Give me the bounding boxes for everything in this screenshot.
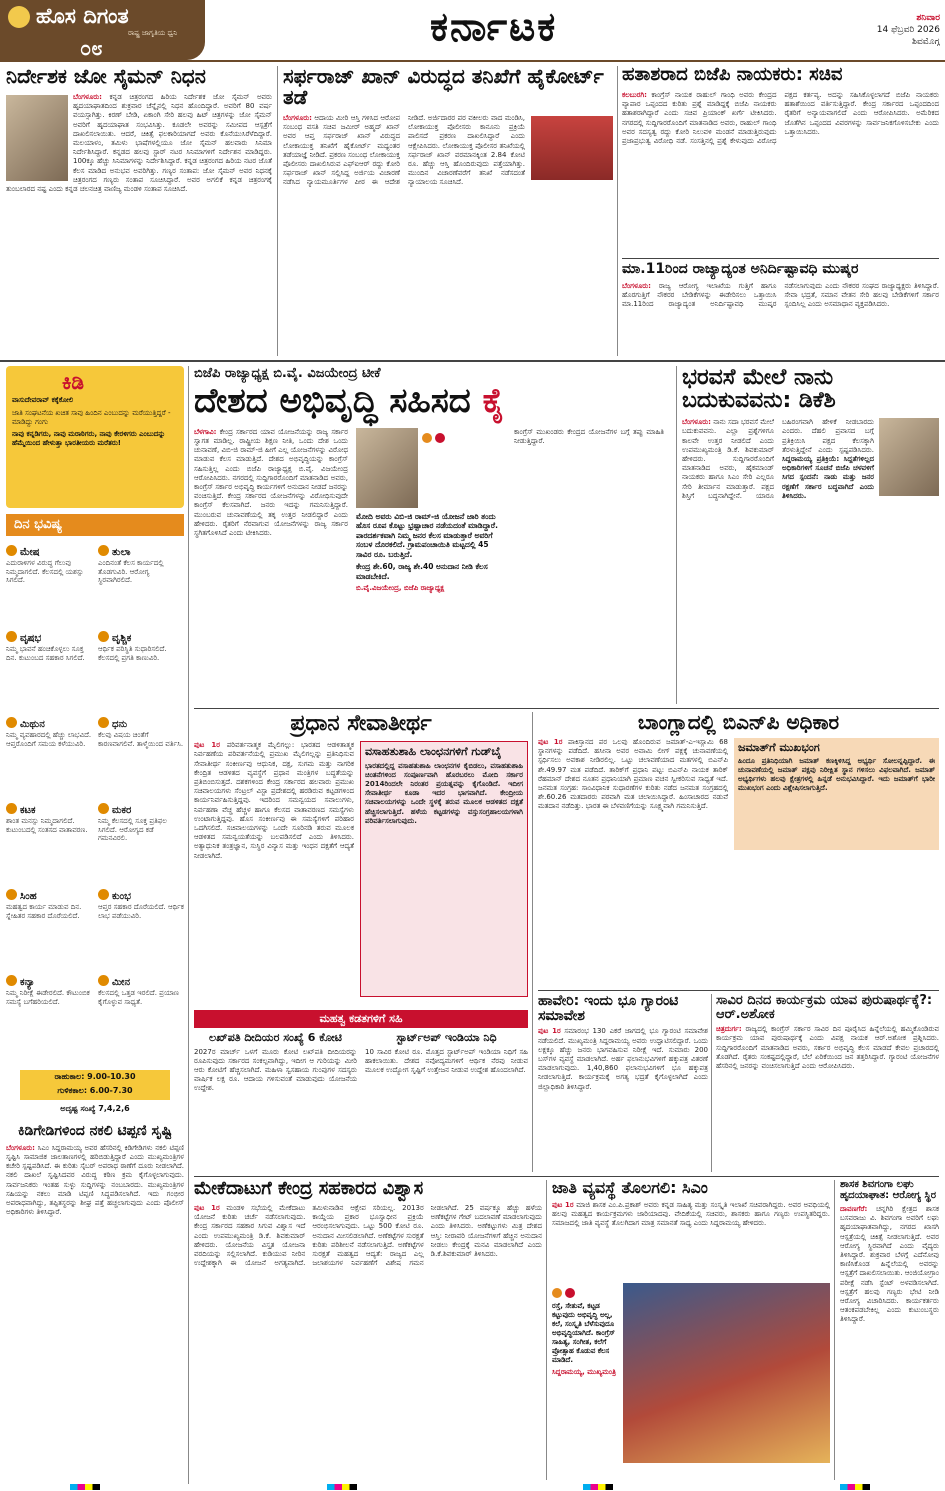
- rahukala-box: [20, 1070, 170, 1100]
- aquarius-icon: [98, 889, 109, 900]
- vasahatu-body: ಭಾರತದಲ್ಲಿದ್ದ ವಸಾಹತುಶಾಹಿ ಲಾಂಛನಗಳ ಕೈಬಿಡಲು, ವಸಾಹತುಶಾಹಿ ಚಿಂತನೆಗಳಿಂದ ಸಂಪೂರ್ಣವಾಗಿ ಹೊರಬರಲು ಮೋದಿ ಸರ್ಕಾರ 2014ರಿಂದಲೇ ನಿರಂತರ ಪ್ರಯತ್ನವನ್ನು ಕೈಗೊಂಡಿದೆ. ಇದೀಗ ಸೇವಾತೀರ್ಥ ಕೂಡಾ ಇದರ ಭಾಗವಾಗಿದೆ. ಕೇಂದ್ರೀಯ ಸಚಿವಾಲಯಗಳನ್ನು ಒಂದೇ ಸ್ಥಳಕ್ಕೆ ತರುವ ಮೂಲಕ ಆಡಳಿತದ ದಕ್ಷತೆ ಹೆಚ್ಚಿಸಲಾಗುತ್ತಿದೆ. ಹಳೆಯ ಕಟ್ಟಡಗಳನ್ನು ವಸ್ತುಸಂಗ್ರಹಾಲಯಗಳಾಗಿ ಪರಿವರ್ತಿಸಲಾಗುವುದು.: [365, 761, 523, 825]
- high-court-photo: [531, 116, 613, 180]
- rashi-makara: ಮಕರ ನಿಮ್ಮ ಕೆಲಸದಲ್ಲಿ ಸೂಕ್ತ ಪ್ರತಿಫಲ ಸಿಗಲಿದೆ. ಆರೋಗ್ಯದ ಕಡೆ ಗಮನವಿರಲಿ.: [98, 805, 167, 843]
- aries-icon: [6, 545, 17, 556]
- kidi-author: ವಾಸುದೇವರಾವ್ ಕಕ್ಕೆಕೋಲಿ: [12, 396, 74, 404]
- headline: ಹಾವೇರಿ: ಇಂದು ಭೂ ಗ್ಯಾರಂಟಿ ಸಮಾವೇಶ: [538, 994, 679, 1024]
- body-text: ಚನ್ನಗಿರಿ ಕ್ಷೇತ್ರದ ಶಾಸಕ ಬಸವರಾಜು ವಿ. ಶಿವಗಂಗಾ ಅವರಿಗೆ ಲಘು ಹೃದಯಾಘಾತವಾಗಿದ್ದು, ನಗರದ ಖಾಸಗಿ ಆಸ್ಪತ್ರೆಯಲ್ಲಿ ಚಿಕಿತ್ಸೆ ನೀಡಲಾಗುತ್ತಿದೆ. ಅವರ ಆರೋಗ್ಯ ಸ್ಥಿರವಾಗಿದೆ ಎಂದು ವೈದ್ಯರು ತಿಳಿಸಿದ್ದಾರೆ. ಶುಕ್ರವಾರ ಬೆಳಗ್ಗೆ ಎದೆನೋವು ಕಾಣಿಸಿಕೊಂಡ ಹಿನ್ನೆಲೆಯಲ್ಲಿ ಅವರನ್ನು ಆಸ್ಪತ್ರೆಗೆ ದಾಖಲಿಸಲಾಯಿತು. ಆಂಜಿಯೋಗ್ರಾಂ ಪರೀಕ್ಷೆ ನಡೆಸಿ ಸ್ಟೆಂಟ್ ಅಳವಡಿಸಲಾಗಿದೆ. ಆಸ್ಪತ್ರೆಗೆ ಹಲವು ಗಣ್ಯರು ಭೇಟಿ ನೀಡಿ ಆರೋಗ್ಯ ವಿಚಾರಿಸಿದರು. ಕಾರ್ಯಕರ್ತರು ಆತಂಕಪಡಬೇಕಿಲ್ಲ ಎಂದು ಕುಟುಂಬಸ್ಥರು ತಿಳಿಸಿದ್ದಾರೆ.: [840, 1205, 939, 1324]
- dateline: ಪುಟ 1ರ: [538, 1027, 561, 1036]
- vijayendra-photo: [356, 428, 418, 508]
- gemini-icon: [6, 717, 17, 728]
- masthead-date: 14 ಫೆಬ್ರವರಿ 2026: [876, 25, 940, 35]
- story-hathras: [622, 66, 939, 256]
- dateline: ಪುಟ 1ರ: [538, 738, 563, 746]
- lucky-number: ಅದೃಷ್ಟ ಸಂಖ್ಯೆ 7,4,2,6: [60, 1104, 130, 1113]
- body-text: ಕಾಂಗ್ರೆಸ್ ನಾಯಕ ರಾಹುಲ್ ಗಾಂಧಿ ಅವರು ಕೇಂದ್ರದ ವ್ಯಾಪಾರ ಒಪ್ಪಂದದ ಕುರಿತು ಪ್ರಶ್ನೆ ಮಾಡಿದ್ದಕ್ಕೆ ಬಿಜೆಪಿ ನಾಯಕರು ಹತಾಶರಾಗಿದ್ದಾರೆ ಎಂದು ಸಚಿವ ಪ್ರಿಯಾಂಕ್ ಖರ್ಗೆ ಟೀಕಿಸಿದರು. ನಗರದಲ್ಲಿ ಸುದ್ದಿಗಾರರೊಂದಿಗೆ ಮಾತನಾಡಿದ ಅವರು, ರಾಹುಲ್ ಗಾಂಧಿ ಅವರ ಸದಸ್ಯತ್ವ ರದ್ದು ಕೋರಿ ನಿಲುವಳಿ ಮಂಡನೆ ಮಾಡುತ್ತಿರುವುದು ಪ್ರಜಾಪ್ರಭುತ್ವ ವಿರೋಧಿ ನಡೆ. ಸಂಸತ್ತಿನಲ್ಲಿ ಪ್ರಶ್ನೆ ಕೇಳುವುದು ವಿರೋಧ ಪಕ್ಷದ ಕರ್ತವ್ಯ. ಅದನ್ನು ಸಹಿಸಿಕೊಳ್ಳಲಾಗದೆ ಬಿಜೆಪಿ ನಾಯಕರು ಹತಾಶೆಯಿಂದ ವರ್ತಿಸುತ್ತಿದ್ದಾರೆ. ಕೇಂದ್ರ ಸರ್ಕಾರದ ಒಪ್ಪಂದದಿಂದ ರೈತರಿಗೆ ಅನ್ಯಾಯವಾಗಲಿದೆ ಎಂದು ಆರೋಪಿಸಿದರು. ಅಮೆರಿಕದ ಜೊತೆಗಿನ ಒಪ್ಪಂದದ ವಿವರಗಳನ್ನು ಸಾರ್ವಜನಿಕಗೊಳಿಸಬೇಕು ಎಂದು ಒತ್ತಾಯಿಸಿದರು.: [622, 90, 939, 145]
- logo-text: ಹೊಸ ದಿಗಂತ: [36, 4, 129, 28]
- headline: ಸರ್ಫರಾಜ್ ಖಾನ್ ವಿರುದ್ಧದ ತನಿಖೆಗೆ ಹೈಕೋರ್ಟ್ ತಡೆ: [283, 66, 604, 109]
- story-shivaganga: [840, 1180, 939, 1480]
- body-text: ಪಾಕಿಸ್ತಾನದ ಪರ ಒಲವು ಹೊಂದಿರುವ ಜಮಾತ್-ಎ-ಇಸ್ಲಾಮಿ 68 ಸ್ಥಾನಗಳನ್ನು ಪಡೆದಿದೆ. ಹಸೀನಾ ಅವರ ಅವಾಮಿ ಲೀಗ್ ಪಕ್ಷಕ್ಕೆ ಚುನಾವಣೆಯಲ್ಲಿ ಸ್ಪರ್ಧಿಸಲು ಅವಕಾಶ ನೀಡಿರಲಿಲ್ಲ. ಒಟ್ಟು ಚಲಾವಣೆಯಾದ ಮತಗಳಲ್ಲಿ ಬಿಎನ್‌ಪಿ ಶೇ.49.97 ಮತ ಪಡೆದಿದೆ. ತಾರಿಕ್‌ಗೆ ಪ್ರಧಾನಿ ಪಟ್ಟ: ಬಿಎನ್‌ಪಿ ನಾಯಕ ತಾರಿಕ್ ರೆಹಮಾನ್ ದೇಶದ ನೂತನ ಪ್ರಧಾನಿಯಾಗಿ ಪ್ರಮಾಣ ವಚನ ಸ್ವೀಕರಿಸುವ ಸಾಧ್ಯತೆ ಇದೆ. ಜನಮತ ಸಂಗ್ರಹ: ಸಾಂವಿಧಾನಿಕ ಸುಧಾರಣೆಗಳ ಕುರಿತು ನಡೆದ ಜನಮತ ಸಂಗ್ರಹದಲ್ಲಿ ಶೇ.60.26 ಮತದಾರರು ಪರವಾಗಿ ಮತ ಚಲಾಯಿಸಿದ್ದಾರೆ. ಹಿಂಸಾಚಾರದ ನಡುವೆ ಮತದಾನ ನಡೆದಿತ್ತು. ಭಾರತ ಈ ಬೆಳವಣಿಗೆಯನ್ನು ಸೂಕ್ಷ್ಮವಾಗಿ ಗಮನಿಸುತ್ತಿದೆ.: [538, 738, 728, 811]
- body-text: ಆದಾಯ ಮೀರಿ ಆಸ್ತಿ ಗಳಿಸಿದ ಆರೋಪ ಸಂಬಂಧ ವಸತಿ ಸಚಿವ ಜಮೀರ್ ಅಹ್ಮದ್ ಖಾನ್ ಅವರ ಆಪ್ತ ಸರ್ಫರಾಜ್ ಖಾನ್ ವಿರುದ್ಧದ ಲೋಕಾಯುಕ್ತ ತನಿಖೆಗೆ ಹೈಕೋರ್ಟ್ ಮಧ್ಯಂತರ ತಡೆಯಾಜ್ಞೆ ನೀಡಿದೆ. ಪ್ರಕರಣ ಸಂಬಂಧ ಲೋಕಾಯುಕ್ತ ಪೊಲೀಸರು ದಾಖಲಿಸಿರುವ ಎಫ್‌ಐಆರ್ ರದ್ದು ಕೋರಿ ಸರ್ಫರಾಜ್ ಖಾನ್ ಸಲ್ಲಿಸಿದ್ದ ಅರ್ಜಿಯ ವಿಚಾರಣೆ ನಡೆಸಿದ ನ್ಯಾಯಮೂರ್ತಿಗಳ ಪೀಠ ಈ ಆದೇಶ ನೀಡಿದೆ. ಅರ್ಜಿದಾರರ ಪರ ವಕೀಲರು ವಾದ ಮಂಡಿಸಿ, ಲೋಕಾಯುಕ್ತ ಪೊಲೀಸರು ಕಾನೂನು ಪ್ರಕ್ರಿಯೆ ಪಾಲಿಸದೆ ಪ್ರಕರಣ ದಾಖಲಿಸಿದ್ದಾರೆ ಎಂದು ಆಕ್ಷೇಪಿಸಿದರು. ಲೋಕಾಯುಕ್ತ ಪೊಲೀಸರ ತನಿಖೆಯಲ್ಲಿ ಸರ್ಫರಾಜ್ ಖಾನ್ ವರಮಾನಕ್ಕಿಂತ 2.84 ಕೋಟಿ ರೂ. ಹೆಚ್ಚು ಆಸ್ತಿ ಹೊಂದಿರುವುದು ಪತ್ತೆಯಾಗಿತ್ತು. ಮುಂದಿನ ವಿಚಾರಣೆವರೆಗೆ ತನಿಖೆ ನಡೆಸದಂತೆ ನ್ಯಾಯಾಲಯ ಸೂಚಿಸಿದೆ.: [283, 114, 525, 187]
- body-text: ಮಂಡಳಿ ಸಭೆಯಲ್ಲಿ ಮೇಕೆದಾಟು ಯೋಜನೆ ಕುರಿತು ಚರ್ಚೆ ನಡೆಸಲಾಗುವುದು. ಕೇಂದ್ರ ಸರ್ಕಾರದ ಸಹಕಾರ ಸಿಗುವ ವಿಶ್ವಾಸ ಇದೆ ಎಂದು ಉಪಮುಖ್ಯಮಂತ್ರಿ ಡಿ.ಕೆ. ಶಿವಕುಮಾರ್ ಹೇಳಿದರು. ಯೋಜನೆಯ ವಿಸ್ತೃತ ಯೋಜನಾ ವರದಿಯನ್ನು ಸಲ್ಲಿಸಲಾಗಿದೆ. ಕುಡಿಯುವ ನೀರಿನ ಉದ್ದೇಶಕ್ಕಾಗಿ ಈ ಯೋಜನೆ ಅಗತ್ಯವಾಗಿದೆ. ತಮಿಳುನಾಡಿನ ಆಕ್ಷೇಪ ಸರಿಯಲ್ಲ. 2013ರ ಕಾಯ್ದೆಯ ಪ್ರಕಾರ ಭೂಸ್ವಾಧೀನ ಪ್ರಕ್ರಿಯೆ ಆರಂಭಿಸಲಾಗುವುದು. ಒಟ್ಟು 500 ಕೋಟಿ ರೂ. ಅನುದಾನ ಮೀಸಲಿಡಲಾಗಿದೆ. ಅಣೆಕಟ್ಟೆಗಳ ಸುರಕ್ಷತೆ ಕುರಿತು ಪರಿಶೀಲನೆ ನಡೆಸಲಾಗುತ್ತಿದೆ. ಅಣೆಕಟ್ಟೆಗಳ ಸುರಕ್ಷತೆ ಮಹತ್ವದ ಆದ್ಯತೆ: ರಾಜ್ಯದ ಎಲ್ಲ ಜಲಾಶಯಗಳ ನಿರ್ವಹಣೆಗೆ ವಿಶೇಷ ಗಮನ ನೀಡಲಾಗಿದೆ. 25 ವರ್ಷಕ್ಕೂ ಹೆಚ್ಚು ಹಳೆಯ ಅಣೆಕಟ್ಟೆಗಳ ಗೇಟ್ ಬದಲಾವಣೆ ಮಾಡಲಾಗುವುದು ಎಂದು ತಿಳಿಸಿದರು. ಅಣೆಕಟ್ಟುಗಳು ಮಿತ್ರ ದೇಶದ ಆಸ್ತಿ: ನೀರಾವರಿ ಯೋಜನೆಗಳಿಗೆ ಹೆಚ್ಚಿನ ಅನುದಾನ ನೀಡಲು ಕೇಂದ್ರಕ್ಕೆ ಮನವಿ ಮಾಡಲಾಗಿದೆ ಎಂದು ಡಿ.ಕೆ.ಶಿವಕುಮಾರ್ ತಿಳಿಸಿದರು.: [194, 1203, 542, 1268]
- dateline: ಬೆಂಗಳೂರು:: [283, 114, 312, 122]
- dateline: ಕಲಬುರಗಿ:: [622, 90, 647, 99]
- headline: ನಿರ್ದೇಶಕ ಜೋ ಸೈಮನ್ ನಿಧನ: [6, 66, 206, 88]
- masthead-edition: ಶಿವಮೊಗ್ಗ: [912, 37, 940, 47]
- story-sarfaraz: [283, 66, 613, 356]
- mahatva-item-2-body: 10 ಸಾವಿರ ಕೋಟಿ ರೂ. ಮೊತ್ತದ ಸ್ಟಾರ್ಟ್‌ಅಪ್ ಇಂಡಿಯಾ ನಿಧಿಗೆ ಸಹಿ ಹಾಕಲಾಯಿತು. ದೇಶದ ನವೋದ್ಯಮಗಳಿಗೆ ಆರ್ಥಿಕ ನೆರವು ನೀಡುವ ಮೂಲಕ ಉದ್ಯೋಗ ಸೃಷ್ಟಿಗೆ ಉತ್ತೇಜನ ನೀಡುವ ಉದ್ದೇಶ ಹೊಂದಲಾಗಿದೆ.: [365, 1047, 528, 1074]
- headline: ಭರವಸೆ ಮೇಲೆ ನಾನು ಬದುಕುವವನು: ಡಿಕೆಶಿ: [682, 366, 836, 414]
- mahatva-item-1-body: 2027ರ ಮಾರ್ಚ್ ಒಳಗೆ ಮೂರು ಕೋಟಿ ಲಖ್‌ಪತಿ ದೀದಿಯರನ್ನು ರೂಪಿಸುವುದು ಸರ್ಕಾರದ ಸಂಕಲ್ಪವಾಗಿದ್ದು, ಇದೀಗ ಆ ಗುರಿಯನ್ನು ಮೀರಿ ಆರು ಕೋಟಿಗೆ ಹೆಚ್ಚಿಸಲಾಗಿದೆ. ಮಹಿಳಾ ಸ್ವಸಹಾಯ ಗುಂಪುಗಳ ಸದಸ್ಯರು ವಾರ್ಷಿಕ ಲಕ್ಷ ರೂ. ಆದಾಯ ಗಳಿಸುವಂತೆ ಮಾಡುವುದು ಯೋಜನೆಯ ಉದ್ದೇಶ.: [194, 1047, 357, 1093]
- dateline: ದಾವಣಗೆರೆ:: [840, 1205, 868, 1213]
- lamp-icon: [8, 6, 30, 28]
- rashi-simha: ಸಿಂಹ ಮಹತ್ವದ ಕಾರ್ಯ ಮಾಡುವ ದಿನ. ಸ್ನೇಹಿತರ ಸಹಕಾರ ದೊರೆಯಲಿದೆ.: [6, 891, 82, 920]
- dateline: ಚಿತ್ರದುರ್ಗ:: [716, 1025, 742, 1034]
- taurus-icon: [6, 631, 17, 642]
- quote-mark-icon: [552, 1288, 562, 1298]
- headline: [194, 381, 672, 421]
- mahatva-items: [194, 1032, 528, 1172]
- mahatva-heading: ಮಹತ್ವ ಕಡತಗಳಿಗೆ ಸಹಿ: [194, 1010, 528, 1028]
- headline: ಶಾಸಕ ಶಿವಗಂಗಾ ಲಘು ಹೃದಯಾಘಾತ: ಆರೋಗ್ಯ ಸ್ಥಿರ: [840, 1180, 937, 1201]
- page-number: ೦೮: [80, 36, 103, 60]
- body-text: ಸಿಎಂ ಸಿದ್ದರಾಮಯ್ಯ ಅವರ ಹೆಸರಿನಲ್ಲಿ ಕಿಡಿಗೇಡಿಗಳು ನಕಲಿ ಟಿಪ್ಪಣಿ ಸೃಷ್ಟಿಸಿ ಸಾಮಾಜಿಕ ಜಾಲತಾಣಗಳಲ್ಲಿ ಹರಿಬಿಡುತ್ತಿದ್ದಾರೆ ಎಂದು ಮುಖ್ಯಮಂತ್ರಿಗಳ ಕಚೇರಿ ಸ್ಪಷ್ಟಪಡಿಸಿದೆ. ಈ ಕುರಿತು ಸೈಬರ್ ಅಪರಾಧ ಠಾಣೆಗೆ ದೂರು ನೀಡಲಾಗಿದೆ. ನಕಲಿ ದಾಖಲೆ ಸೃಷ್ಟಿಸಿದವರ ವಿರುದ್ಧ ಕಠಿಣ ಕ್ರಮ ಕೈಗೊಳ್ಳಲಾಗುವುದು. ಸಾರ್ವಜನಿಕರು ಇಂತಹ ಸುಳ್ಳು ಸುದ್ದಿಗಳನ್ನು ನಂಬಬಾರದು. ಮುಖ್ಯಮಂತ್ರಿಗಳ ಸಹಿಯನ್ನು ನಕಲು ಮಾಡಿ ಟಿಪ್ಪಣಿ ಸಿದ್ಧಪಡಿಸಲಾಗಿದೆ. ಇದು ಗಂಭೀರ ಅಪರಾಧವಾಗಿದ್ದು, ತಪ್ಪಿತಸ್ಥರನ್ನು ಶೀಘ್ರ ಪತ್ತೆ ಹಚ್ಚಲಾಗುವುದು ಎಂದು ಪೊಲೀಸ್ ಅಧಿಕಾರಿಗಳು ತಿಳಿಸಿದ್ದಾರೆ.: [6, 1143, 184, 1217]
- story-pradhana: [194, 712, 528, 1008]
- quote-mark-icon: [565, 1288, 575, 1298]
- story-jose-simon: [6, 66, 272, 356]
- kicker: ಬಿಜೆಪಿ ರಾಜ್ಯಾಧ್ಯಕ್ಷ ಬಿ.ವೈ. ವಿಜಯೇಂದ್ರ ಟೀಕೆ: [194, 366, 381, 381]
- headline: ಪ್ರಧಾನ ಸೇವಾತೀರ್ಥ: [290, 712, 432, 736]
- pull-quote-2: ಕೇಂದ್ರ ಶೇ.60, ರಾಜ್ಯ ಶೇ.40 ಅನುದಾನ ನೀಡಿ ಕೆಲಸ ಮಾಡಬೇಕಿದೆ.: [356, 562, 488, 581]
- headline: ಕಿಡಿಗೇಡಿಗಳಿಂದ ನಕಲಿ ಟಿಪ್ಪಣಿ ಸೃಷ್ಟಿ: [17, 1124, 173, 1139]
- rashi-mesha: ಮೇಷ ಎದುರಾಳಿಗಳ ವಿರುದ್ಧ ಗೆಲುವು ನಿಮ್ಮದಾಗಲಿದೆ. ಕೆಲಸದಲ್ಲಿ ಯಶಸ್ಸು ಸಿಗಲಿದೆ.: [6, 547, 84, 585]
- dateline: ಪುಟ 1ರ: [552, 1200, 574, 1209]
- story-dkshi: [682, 366, 939, 704]
- mahatva-item-1-title: ಲಖ್‌ಪತಿ ದೀದಿಯರ ಸಂಖ್ಯೆ 6 ಕೋಟಿ: [209, 1032, 342, 1044]
- body-text: ನಾನು ಸದಾ ಭರವಸೆ ಮೇಲೆ ಬದುಕುವವನು. ಎಲ್ಲಾ ಪ್ರಶ್ನೆಗಳಿಗೂ ಕಾಲವೇ ಉತ್ತರ ನೀಡಲಿದೆ ಎಂದು ಉಪಮುಖ್ಯಮಂತ್ರಿ ಡಿ.ಕೆ. ಶಿವಕುಮಾರ್ ಹೇಳಿದರು. ಸುದ್ದಿಗಾರರೊಂದಿಗೆ ಮಾತನಾಡಿದ ಅವರು, ಹೈಕಮಾಂಡ್ ನಾಯಕರು ಹಾಗೂ ಸಿಎಂ ಸೇರಿ ಎಲ್ಲರೂ ಸೇರಿ ತೀರ್ಮಾನ ಮಾಡುತ್ತಾರೆ. ಪಕ್ಷದ ಶಿಸ್ತಿಗೆ ಬದ್ಧನಾಗಿದ್ದೇನೆ. ಯಾರೂ ಬಹಿರಂಗವಾಗಿ ಹೇಳಿಕೆ ನೀಡಬಾರದು ಎಂದರು. ದೆಹಲಿ ಪ್ರವಾಸದ ಬಗ್ಗೆ ಪ್ರತಿಕ್ರಿಯಿಸಿ ಪಕ್ಷದ ಕೆಲಸಕ್ಕಾಗಿ ತೆರಳುತ್ತಿದ್ದೇನೆ ಎಂದು ಸ್ಪಷ್ಟಪಡಿಸಿದರು.: [682, 418, 874, 500]
- pull-quote-1: ಮೋದಿ ಅವರು ವಿಬಿ-ಜಿ ರಾಮ್-ಜಿ ಯೋಜನೆ ಜಾರಿ ತಂದು ಹೊಸ ರೂಪ ಕೊಟ್ಟು ಭ್ರಷ್ಟಾಚಾರ ನಡೆಯದಂತೆ ಮಾಡಿದ್ದಾರೆ. ಪಾರದರ್ಶಕವಾಗಿ ನಿಮ್ಮ ಜನರ ಕೆಲಸ ಮಾಡುತ್ತಾರೆ ಅವರಿಗೆ ಸಂಬಳ ದೊರಕಲಿದೆ. ಗ್ರಾಮಪಂಚಾಯಿತಿ ಮಟ್ಟದಲ್ಲಿ 45 ಸಾವಿರ ರೂ. ಬರುತ್ತಿದೆ.: [356, 511, 498, 559]
- section-title: ಕರ್ನಾಟಕ: [430, 4, 558, 50]
- mahatva-item-2-title: ಸ್ಟಾರ್ಟ್‌ಅಪ್ ಇಂಡಿಯಾ ನಿಧಿ: [396, 1032, 497, 1044]
- rashi-kataka: ಕಟಕ ಶಾಂತ ಮನಸ್ಸು ನಿಮ್ಮದಾಗಲಿದೆ. ಕುಟುಂಬದಲ್ಲಿ ಸಂತಸದ ವಾತಾವರಣ.: [6, 805, 88, 834]
- body-text: ಕೇಂದ್ರ ಸರ್ಕಾರದ ಯಾವ ಯೋಜನೆಯನ್ನು ರಾಜ್ಯ ಸರ್ಕಾರ ಸ್ವಾಗತ ಮಾಡಿಲ್ಲ. ರಾಷ್ಟ್ರೀಯ ಶಿಕ್ಷಣ ನೀತಿ, ಒಂದು ದೇಶ ಒಂದು ಚುನಾವಣೆ, ವಿಬಿ-ಜಿ ರಾಮ್-ಜಿ ಹೀಗೆ ಎಲ್ಲ ಯೋಜನೆಗಳನ್ನು ವಿರೋಧ ಮಾಡುವ ಕೆಲಸ ಮಾಡುತ್ತಿದೆ. ದೇಶದ ಅಭಿವೃದ್ಧಿಯನ್ನು ಕಾಂಗ್ರೆಸ್ ಸಹಿಸುತ್ತಿಲ್ಲ ಎಂದು ಬಿಜೆಪಿ ರಾಜ್ಯಾಧ್ಯಕ್ಷ ಬಿ.ವೈ. ವಿಜಯೇಂದ್ರ ಆರೋಪಿಸಿದರು. ನಗರದಲ್ಲಿ ಸುದ್ದಿಗಾರರೊಂದಿಗೆ ಮಾತನಾಡಿದ ಅವರು, ಕಾಂಗ್ರೆಸ್ ಸರ್ಕಾರ ಅಭಿವೃದ್ಧಿ ಕಾರ್ಯಗಳಿಗೆ ಅನುದಾನ ನೀಡದೆ ಜನರನ್ನು ವಂಚಿಸುತ್ತಿದೆ. ಕೇಂದ್ರ ಸರ್ಕಾರದ ಯೋಜನೆಗಳನ್ನು ವಿರೋಧಿಸುವುದೇ ಕಾಂಗ್ರೆಸ್ ಕೆಲಸವಾಗಿದೆ. ಜನರು ಇದನ್ನು ಗಮನಿಸುತ್ತಿದ್ದಾರೆ. ಮುಂಬರುವ ಚುನಾವಣೆಯಲ್ಲಿ ತಕ್ಕ ಉತ್ತರ ನೀಡಲಿದ್ದಾರೆ ಎಂದು ಹೇಳಿದರು. ರೈತರಿಗೆ ನೆರವಾಗುವ ಯೋಜನೆಗಳನ್ನು ರಾಜ್ಯ ಸರ್ಕಾರ ಸ್ಥಗಿತಗೊಳಿಸಿದೆ ಎಂದು ಟೀಕಿಸಿದರು.: [194, 427, 348, 537]
- capricorn-icon: [98, 803, 109, 814]
- dateline: ಬೆಂಗಳೂರು:: [6, 1143, 35, 1152]
- body-text: ಮಾಜಿ ಶಾಸಕ ಎಂ.ಪಿ.ಪ್ರಕಾಶ್ ಅವರು ಕನ್ನಡ ಸಾಹಿತ್ಯ ಮತ್ತು ಸಂಸ್ಕೃತಿ ಇಲಾಖೆ ಸಚಿವರಾಗಿದ್ದರು. ಅವರ ಅವಧಿಯಲ್ಲಿ ಹಲವು ಮಹತ್ವದ ಕಾರ್ಯಕ್ರಮಗಳು ಜಾರಿಯಾದವು. ವೇದಿಕೆಯಲ್ಲಿ ಸಚಿವರು, ಶಾಸಕರು ಹಾಗೂ ಗಣ್ಯರು ಉಪಸ್ಥಿತರಿದ್ದರು. ಸಮಾಜದಲ್ಲಿ ಜಾತಿ ವ್ಯವಸ್ಥೆ ತೊಲಗಿದಾಗ ಮಾತ್ರ ಸಮಾನತೆ ಸಾಧ್ಯ ಎಂದು ಸಿದ್ದರಾಮಯ್ಯ ಹೇಳಿದರು.: [552, 1200, 830, 1228]
- virgo-icon: [6, 975, 17, 986]
- quote-mark-icon: [435, 433, 445, 443]
- kidi-box: [6, 366, 184, 508]
- dateline: ಬೆಂಗಳೂರು:: [73, 93, 102, 101]
- jamat-box: [734, 738, 939, 850]
- rashi-vrishabha: ವೃಷಭ ನಿಮ್ಮ ಭಾವನೆ ಹಂಚಿಕೊಳ್ಳಲು ಸೂಕ್ತ ದಿನ. ಕುಟುಂಬದ ಸಹಕಾರ ಸಿಗಲಿದೆ.: [6, 633, 85, 662]
- headline: ಜಾತಿ ವ್ಯವಸ್ಥೆ ತೊಲಗಲಿ: ಸಿಎಂ: [552, 1180, 708, 1197]
- vasahatu-box: [360, 741, 528, 997]
- rashi-meena: ಮೀನ ಕೆಲಸದಲ್ಲಿ ಒತ್ತಡ ಇರಲಿದೆ. ಪ್ರಯಾಣ ಕೈಗೊಳ್ಳುವ ಸಾಧ್ಯತೆ.: [98, 977, 179, 1006]
- libra-icon: [98, 545, 109, 556]
- sagittarius-icon: [98, 717, 109, 728]
- pisces-icon: [98, 975, 109, 986]
- dateline: ಬೆಂಗಳೂರು:: [682, 418, 711, 427]
- jose-simon-photo: [6, 95, 68, 181]
- dateline: ಪುಟ 1ರ: [194, 741, 220, 750]
- cm-event-photo: [623, 1283, 830, 1463]
- jamat-box-title: ಜಮಾತ್‌ಗೆ ಮುಖಭಂಗ: [738, 741, 820, 754]
- kidi-item-2: ನಾವು ಕನ್ನಡಿಗರು, ನಾವು ಮರಾಠಿಗರು, ನಾವು ಕೇರಳಿಗರು ಎಂಬುದನ್ನು ಹೆಮ್ಮೆಯಿಂದ ಹೇಳುತ್ತಾ ಭಾರತೀಯರು ಮರೆತರು!: [12, 430, 166, 447]
- headline-accent: ಕೈ: [482, 381, 505, 421]
- quote-mark-icon: [422, 433, 432, 443]
- dk-shivakumar-photo: [879, 418, 939, 496]
- kidi-item-1: ಜಾತಿ ಸಂಘಟನೆಯ ಖಚಿತ ಸಾವು ಹಿಂದಿನ ಎಂಬುದನ್ನು ಮರೆಯುತ್ತಿದ್ದರೆ - ಮಾಡಿದ್ದು ಗಂಗು: [12, 409, 171, 426]
- masthead-logo: [0, 0, 205, 60]
- bhavishya-grid: [6, 540, 184, 1066]
- dateline: ಬೆಂಗಳೂರು:: [622, 281, 651, 290]
- leo-icon: [6, 889, 17, 900]
- story-strike: [622, 262, 939, 356]
- rashi-dhanu: ಧನು ಕೆಲವು ವಿಷಯ ಚಿಂತೆಗೆ ಕಾರಣವಾಗಲಿವೆ. ತಾಳ್ಮೆಯಿಂದ ವರ್ತಿಸಿ.: [98, 719, 184, 748]
- dateline: ಬೆಳಗಾವಿ:: [194, 427, 217, 436]
- dateline: ಪುಟ 1ರ: [194, 1203, 220, 1212]
- headline: ಮೇಕೆದಾಟುಗೆ ಕೇಂದ್ರ ಸಹಕಾರದ ವಿಶ್ವಾಸ: [194, 1180, 424, 1199]
- kidi-title: ಕಿಡಿ: [62, 370, 84, 394]
- story-kidigedi: [6, 1124, 184, 1484]
- story-mekedatu: [194, 1180, 542, 1480]
- rahukala: ರಾಹುಕಾಲ: 9.00-10.30: [54, 1072, 136, 1081]
- body-text: ಸಮಾರಂಭ 130 ಎಕರೆ ಜಾಗದಲ್ಲಿ ಭೂ ಗ್ಯಾರಂಟಿ ಸಮಾವೇಶ ನಡೆಯಲಿದೆ. ಮುಖ್ಯಮಂತ್ರಿ ಸಿದ್ದರಾಮಯ್ಯ ಅವರು ಉದ್ಘಾಟಿಸಲಿದ್ದಾರೆ. ಒಂದು ಲಕ್ಷಕ್ಕೂ ಹೆಚ್ಚು ಜನರು ಭಾಗವಹಿಸುವ ನಿರೀಕ್ಷೆ ಇದೆ. ಸುಮಾರು 200 ಬಸ್‌ಗಳ ವ್ಯವಸ್ಥೆ ಮಾಡಲಾಗಿದೆ. ಅರ್ಹ ಫಲಾನುಭವಿಗಳಿಗೆ ಹಕ್ಕುಪತ್ರ ವಿತರಣೆ ಮಾಡಲಾಗುವುದು. 1,40,860 ಫಲಾನುಭವಿಗಳಿಗೆ ಭೂ ಹಕ್ಕುಪತ್ರ ನೀಡಲಾಗುತ್ತಿದೆ. ಕಾರ್ಯಕ್ರಮಕ್ಕೆ ಅಗತ್ಯ ಭದ್ರತೆ ಕೈಗೊಳ್ಳಲಾಗಿದೆ ಎಂದು ಜಿಲ್ಲಾಧಿಕಾರಿ ತಿಳಿಸಿದ್ದಾರೆ.: [538, 1027, 708, 1091]
- body-text: ಪರಿವರ್ತನಾತ್ಮಕ ಮೈಲಿಗಲ್ಲು: ಭಾರತದ ಆಡಳಿತಾತ್ಮಕ ನಿರ್ವಹಣೆಯ ಪರಿವರ್ತನೆಯಲ್ಲಿ ಪ್ರಮುಖ ಮೈಲಿಗಲ್ಲನ್ನು ಪ್ರತಿನಿಧಿಸುವ ಸೇವಾತೀರ್ಥ ಸಂಕೀರ್ಣವು ಆಧುನಿಕ, ದಕ್ಷ, ಸುಗಮ ಮತ್ತು ನಾಗರಿಕ ಕೇಂದ್ರಿತ ಆಡಳಿತದ ವ್ಯವಸ್ಥೆಗೆ ಪ್ರಧಾನ ಮಂತ್ರಿಗಳ ಬದ್ಧತೆಯನ್ನು ಪ್ರತಿಬಿಂಬಿಸುತ್ತದೆ. ದಶಕಗಳಿಂದ ಕೇಂದ್ರ ಸರ್ಕಾರದ ಹಲವಾರು ಪ್ರಮುಖ ಸಚಿವಾಲಯಗಳು ಸೆಂಟ್ರಲ್ ವಿಸ್ಟಾ ಪ್ರದೇಶದಲ್ಲಿ ಹರಡಿರುವ ಕಟ್ಟಡಗಳಿಂದ ಕಾರ್ಯನಿರ್ವಹಿಸುತ್ತಿದ್ದವು. ಇದರಿಂದ ಸಮನ್ವಯದ ಸವಾಲುಗಳು, ನಿರ್ವಹಣಾ ವೆಚ್ಚ ಹೆಚ್ಚಳ ಹಾಗೂ ಕೆಲಸದ ವಾತಾವರಣದ ಸಮಸ್ಯೆಗಳು ಉಂಟಾಗುತ್ತಿದ್ದವು. ಹೊಸ ಸಂಕೀರ್ಣವು ಈ ಸಮಸ್ಯೆಗಳಿಗೆ ಪರಿಹಾರ ಒದಗಿಸಲಿದೆ. ಸಚಿವಾಲಯಗಳನ್ನು ಒಂದೇ ಸೂರಿನಡಿ ತರುವ ಮೂಲಕ ಆಡಳಿತದ ಸಮನ್ವಯತೆಯನ್ನು ಬಲಪಡಿಸಲಿದೆ ಎಂದು ತಿಳಿಸಿದರು. ಅತ್ಯಾಧುನಿಕ ತಂತ್ರಜ್ಞಾನ, ಸುಸ್ಥಿರ ವಿನ್ಯಾಸ ಮತ್ತು ಇಂಧನ ದಕ್ಷತೆಗೆ ಆದ್ಯತೆ ನೀಡಲಾಗಿದೆ.: [194, 741, 355, 860]
- masthead-rule: [0, 60, 945, 62]
- story-jaati: [552, 1180, 830, 1480]
- print-registration-marks: [70, 1484, 870, 1491]
- story-ashok: [716, 994, 939, 1172]
- rashi-kumbha: ಕುಂಭ ಆಪ್ತರ ಸಹಕಾರ ದೊರೆಯಲಿದೆ. ಆರ್ಥಿಕ ಲಾಭ ಪಡೆಯುವಿರಿ.: [98, 891, 184, 920]
- headline: ಬಾಂಗ್ಲಾದಲ್ಲಿ ಬಿಎನ್‌ಪಿ ಅಧಿಕಾರ: [637, 712, 840, 734]
- subhead-1: ಸಿದ್ದರಾಮಯ್ಯ ಪ್ರತಿಕ್ರಿಯೆ: ಸಿದ್ದತೆಗಳಿಲ್ಲದ ಅಧಿಕಾರಿಗಳಿಗೆ ಸೂಚನೆ: [782, 455, 874, 473]
- bhavishya-heading: ದಿನ ಭವಿಷ್ಯ: [6, 514, 184, 536]
- logo-tagline: ರಾಷ್ಟ್ರ ಜಾಗೃತಿಯ ಧ್ವನಿ: [128, 29, 178, 37]
- body-text-2: ಗಣ್ಯರ ಸಂತಾಪ: ಜೋ ಸೈಮನ್ ಅವರ ನಿಧನಕ್ಕೆ ಚಿತ್ರರಂಗದ ಗಣ್ಯರು ಸಂತಾಪ ಸೂಚಿಸಿದ್ದಾರೆ. ಅವರ ಅಗಲಿಕೆ ಕನ್ನಡ ಚಿತ್ರರಂಗಕ್ಕೆ ತುಂಬಲಾರದ ನಷ್ಟ ಎಂದು ಕನ್ನಡ ಚಲನಚಿತ್ರ ವಾಣಿಜ್ಯ ಮಂಡಳಿ ಸಂತಾಪ ಸೂಚಿಸಿದೆ.: [6, 166, 272, 194]
- headline: ಸಾವಿರ ದಿನದ ಕಾರ್ಯಕ್ರಮ ಯಾವ ಪುರುಷಾರ್ಥಕ್ಕೆ?: ಆರ್.ಅಶೋಕ: [716, 994, 933, 1022]
- cancer-icon: [6, 803, 17, 814]
- jaati-quote-signature: ಸಿದ್ದರಾಮಯ್ಯ, ಮುಖ್ಯಮಂತ್ರಿ: [552, 1367, 616, 1376]
- rashi-vrishchika: ವೃಶ್ಚಿಕ ಆರ್ಥಿಕ ಪರಿಸ್ಥಿತಿ ಸುಧಾರಿಸಲಿದೆ. ಕೆಲಸದಲ್ಲಿ ಪ್ರಗತಿ ಕಾಣುವಿರಿ.: [98, 633, 167, 662]
- rashi-tula: ತುಲಾ ಎಂದಿನಂತೆ ಕೆಲಸ ಕಾರ್ಯದಲ್ಲಿ ತೊಡಗುವಿರಿ. ಆರೋಗ್ಯ ಸ್ಥಿರವಾಗಿರಲಿದೆ.: [98, 547, 164, 585]
- headline: ಮಾ.11ರಿಂದ ರಾಜ್ಯಾದ್ಯಂತ ಅನಿರ್ದಿಷ್ಟಾವಧಿ ಮುಷ್ಕರ: [622, 262, 859, 277]
- pull-quote-signature: ಬಿ.ವೈ.ವಿಜಯೇಂದ್ರ, ಬಿಜೆಪಿ ರಾಜ್ಯಾಧ್ಯಕ್ಷ: [356, 584, 445, 593]
- story-haveri: [538, 994, 708, 1172]
- masthead-day: ಶನಿವಾರ: [916, 13, 940, 23]
- gulika: ಗುಳಿಕಕಾಲ: 6.00-7.30: [57, 1086, 133, 1095]
- body-text: ರಾಜ್ಯ ಆರೋಗ್ಯ ಇಲಾಖೆಯ ಗುತ್ತಿಗೆ ಹಾಗೂ ಹೊರಗುತ್ತಿಗೆ ನೌಕರರ ಬೇಡಿಕೆಗಳನ್ನು ಈಡೇರಿಸಲು ಒತ್ತಾಯಿಸಿ ಮಾ.11ರಿಂದ ರಾಜ್ಯಾದ್ಯಂತ ಅನಿರ್ದಿಷ್ಟಾವಧಿ ಮುಷ್ಕರ ನಡೆಸಲಾಗುವುದು ಎಂದು ನೌಕರರ ಸಂಘದ ರಾಜ್ಯಾಧ್ಯಕ್ಷರು ತಿಳಿಸಿದ್ದಾರೆ. ಸೇವಾ ಭದ್ರತೆ, ಸಮಾನ ವೇತನ ಸೇರಿ ಹಲವು ಬೇಡಿಕೆಗಳಿಗೆ ಸರ್ಕಾರ ಸ್ಪಂದಿಸಿಲ್ಲ ಎಂದು ಅಸಮಾಧಾನ ವ್ಯಕ್ತಪಡಿಸಿದರು.: [622, 281, 939, 309]
- headline: ಹತಾಶರಾದ ಬಿಜೆಪಿ ನಾಯಕರು: ಸಚಿವ: [622, 66, 843, 85]
- rashi-kanya: ಕನ್ಯಾ ನಿಮ್ಮ ನಿರೀಕ್ಷೆ ಈಡೇರಲಿದೆ. ಕೌಟುಂಬಿಕ ಸಮಸ್ಯೆ ಬಗೆಹರಿಯಲಿದೆ.: [6, 977, 90, 1006]
- subhead-2: ಬಿಜೆಪಿ ಚಳವಳಿಗೆ ಸಿಗದ ಸ್ಪಂದನೆ: ನಾಡು ಮತ್ತು ಜನರ ರಕ್ಷಣೆಗೆ ಸರ್ಕಾರ ಬದ್ಧವಾಗಿದೆ ಎಂದು ತಿಳಿಸಿದರು.: [782, 464, 874, 500]
- rashi-mithuna: ಮಿಥುನ ನಿಮ್ಮ ವ್ಯವಹಾರದಲ್ಲಿ ಹೆಚ್ಚು ಲಾಭವಿದೆ. ಆಪ್ತರೊಂದಿಗೆ ಸಮಯ ಕಳೆಯುವಿರಿ.: [6, 719, 92, 748]
- headline-main: ದೇಶದ ಅಭಿವೃದ್ಧಿ ಸಹಿಸದ: [194, 381, 483, 421]
- masthead-dateline: [810, 12, 940, 58]
- body-text: ಕನ್ನಡ ಚಿತ್ರರಂಗದ ಹಿರಿಯ ನಿರ್ದೇಶಕ ಜೋ ಸೈಮನ್ ಅವರು ಹೃದಯಾಘಾತದಿಂದ ಶುಕ್ರವಾರ ಚೆನ್ನೈನಲ್ಲಿ ನಿಧನ ಹೊಂದಿದ್ದಾರೆ. ಅವರಿಗೆ 80 ವರ್ಷ ವಯಸ್ಸಾಗಿತ್ತು. ಕಿರಣ್ ಬೇಡಿ, ಏಕಾಂಗಿ ಸೇರಿ ಹಲವು ಹಿಟ್ ಚಿತ್ರಗಳನ್ನು ಜೋ ಸೈಮನ್ ಅವರಿಗೆ ಹೃದಯಾಘಾತ ಸಂಭವಿಸಿತ್ತು. ಕೂಡಲೇ ಅವರನ್ನು ಸಮೀಪದ ಆಸ್ಪತ್ರೆಗೆ ದಾಖಲಿಸಲಾಯಿತು. ಆದರೆ, ಚಿಕಿತ್ಸೆ ಫಲಕಾರಿಯಾಗದೆ ಅವರು ಕೊನೆಯುಸಿರೆಳೆದಿದ್ದಾರೆ. ಮಲಯಾಳಂ, ತಮಿಳು ಭಾಷೆಗಳಲ್ಲಿಯೂ ಜೋ ಸೈಮನ್ ಹಲವಾರು ಸಿನಿಮಾ ನಿರ್ದೇಶಿಸಿದ್ದಾರೆ. ಕನ್ನಡದ ಹಲವು ಸ್ಟಾರ್ ನಟರ ಸಿನಿಮಾಗಳಿಗೆ ನಿರ್ದೇಶನ ಮಾಡಿದ್ದರು. 100ಕ್ಕೂ ಹೆಚ್ಚು ಸಿನಿಮಾಗಳನ್ನು ನಿರ್ದೇಶಿಸಿದ್ದಾರೆ. ಕನ್ನಡ ಚಿತ್ರರಂಗದ ಹಿರಿಯ ನಟರ ಜೊತೆ ಕೆಲಸ ಮಾಡಿದ ಅನುಭವ ಅವರಿಗಿತ್ತು.: [73, 93, 272, 175]
- body-text: ರಾಜ್ಯದಲ್ಲಿ ಕಾಂಗ್ರೆಸ್ ಸರ್ಕಾರ ಸಾವಿರ ದಿನ ಪೂರೈಸಿದ ಹಿನ್ನೆಲೆಯಲ್ಲಿ ಹಮ್ಮಿಕೊಂಡಿರುವ ಕಾರ್ಯಕ್ರಮ ಯಾವ ಪುರುಷಾರ್ಥಕ್ಕೆ ಎಂದು ವಿಪಕ್ಷ ನಾಯಕ ಆರ್.ಅಶೋಕ ಪ್ರಶ್ನಿಸಿದರು. ಸುದ್ದಿಗಾರರೊಂದಿಗೆ ಮಾತನಾಡಿದ ಅವರು, ಸರ್ಕಾರ ಅಭಿವೃದ್ಧಿ ಕೆಲಸ ಮಾಡದೆ ಕೇವಲ ಪ್ರಚಾರದಲ್ಲಿ ತೊಡಗಿದೆ. ರೈತರು ಸಂಕಷ್ಟದಲ್ಲಿದ್ದಾರೆ, ಬೆಲೆ ಏರಿಕೆಯಿಂದ ಜನ ತತ್ತರಿಸಿದ್ದಾರೆ. ಗ್ಯಾರಂಟಿ ಯೋಜನೆಗಳ ಹೆಸರಿನಲ್ಲಿ ಜನರನ್ನು ವಂಚಿಸಲಾಗುತ್ತಿದೆ ಎಂದು ಆರೋಪಿಸಿದರು.: [716, 1025, 939, 1071]
- story-bangladesh: [538, 712, 939, 988]
- vasahatu-headline: ವಸಾಹತುಶಾಹಿ ಲಾಂಛನಗಳಿಗೆ ಗುಡ್‌ಬೈ: [365, 745, 502, 759]
- scorpio-icon: [98, 631, 109, 642]
- jamat-box-body: ಹಿಂದೂ ಪ್ರತಿನಿಧಿಯಾಗಿ ಜಮಾತ್ ಕಣಕ್ಕಿಳಿಸಿದ್ದ ಅಭ್ಯರ್ಥಿ ಸೋಲನ್ನಪ್ಪಿದ್ದಾರೆ. ಈ ಚುನಾವಣೆಯಲ್ಲಿ ಜಮಾತ್ ಪಕ್ಷವು ನಿರೀಕ್ಷಿತ ಸ್ಥಾನ ಗಳಿಸಲು ವಿಫಲವಾಗಿದೆ. ಜಮಾತ್ ಅಭ್ಯರ್ಥಿಗಳು ಹಲವು ಕ್ಷೇತ್ರಗಳಲ್ಲಿ ಹಿನ್ನಡೆ ಅನುಭವಿಸಿದ್ದಾರೆ. ಇದು ಜಮಾತ್‌ಗೆ ಭಾರೀ ಮುಖಭಂಗ ಎಂದು ವಿಶ್ಲೇಷಿಸಲಾಗುತ್ತಿದೆ.: [738, 756, 935, 793]
- body-text-continued: ಕಾಂಗ್ರೆಸ್ ಮುಖಂಡರು ಕೇಂದ್ರದ ಯೋಜನೆಗಳ ಬಗ್ಗೆ ತಪ್ಪು ಮಾಹಿತಿ ನೀಡುತ್ತಿದ್ದಾರೆ.: [514, 427, 664, 445]
- story-vijayendra: [194, 366, 672, 704]
- jaati-quote: ರಸ್ತೆ, ಸೇತುವೆ, ಕಟ್ಟಡ ಕಟ್ಟುವುದು ಅಭಿವೃದ್ಧಿ ಅಲ್ಲ, ಕಲೆ, ಸಂಸ್ಕೃತಿ ಬೆಳೆಸುವುದೂ ಅಭಿವೃದ್ಧಿಯಾಗಿದೆ. ಕಾಂಗ್ರೆಸ್ ಸಾಹಿತ್ಯ, ಸಂಗೀತ, ಕಲೆಗೆ ಪ್ರೋತ್ಸಾಹ ಕೊಡುವ ಕೆಲಸ ಮಾಡಿದೆ.: [552, 1301, 615, 1364]
